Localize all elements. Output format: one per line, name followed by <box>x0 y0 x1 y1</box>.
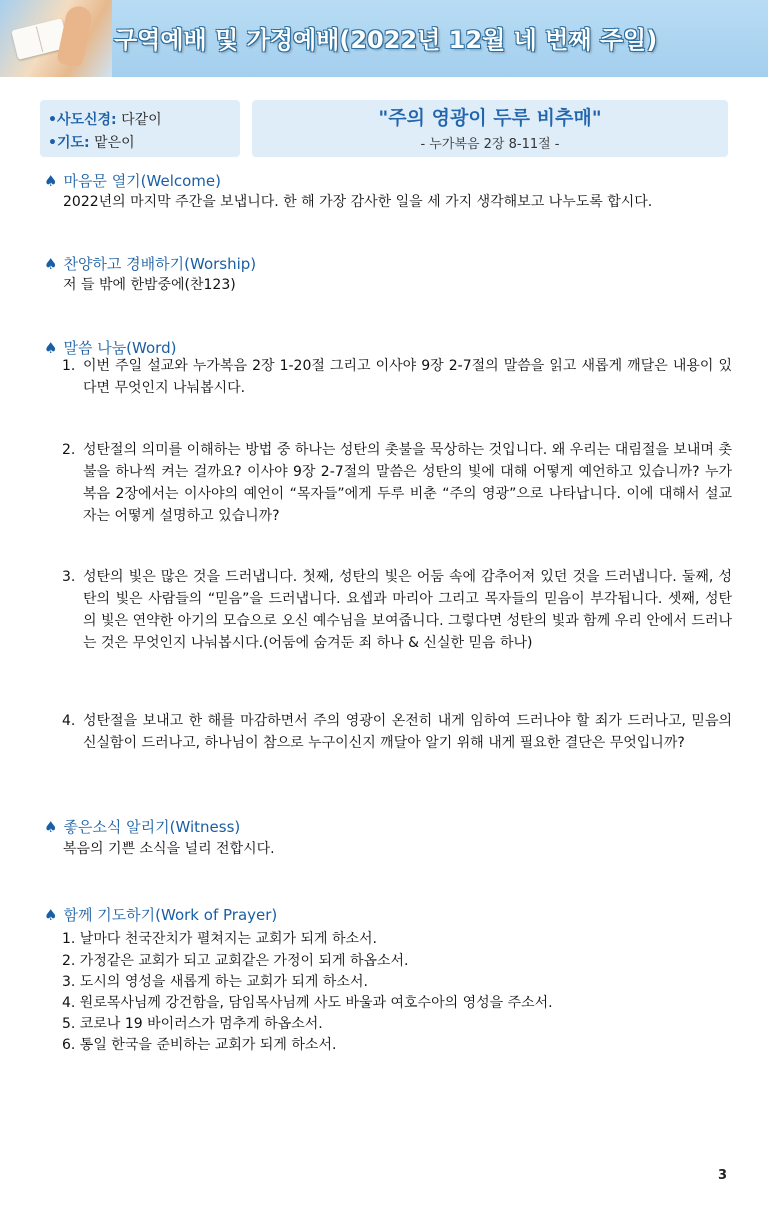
creed-value: 다같이 <box>121 112 162 128</box>
prayer-line <box>48 132 135 152</box>
prayer-value: 맡은이 <box>94 135 135 151</box>
list-item: 3. 도시의 영성을 새롭게 하는 교회가 되게 하소서. <box>62 974 368 990</box>
hand-icon <box>56 4 94 68</box>
page-title: 구역예배 및 가정예배(2022년 12월 네 번째 주일) <box>114 26 658 54</box>
witness-text: 복음의 기쁜 소식을 널리 전합시다. <box>63 841 275 857</box>
list-item: 3. 성탄의 빛은 많은 것을 드러냅니다. 첫째, 성탄의 빛은 어둠 속에 감추어져 있던 것을 드러냅니다. 둘째, 성탄의 빛은 사람들의 “믿음”을 드러냅니다. 요셉과 마리아 그리고 목자들의 믿음이 부각됩니다. 셋째, 성탄의 빛은 연약한 아기의 모습으로 오신 예수님을 보여줍니다. 그렇다면 성탄의 빛과 함께 우리 안에서 드러나는 것은 무엇인지 나눠봅시다.(어둠에 숨겨둔 죄 하나 & 신실한 믿음 하나) <box>62 569 732 651</box>
list-item: 2. 가정같은 교회가 되고 교회같은 가정이 되게 하옵소서. <box>62 953 409 969</box>
section-heading-welcome: ♠ 마음문 열기(Welcome) <box>44 172 221 190</box>
spade-icon: ♠ <box>44 818 58 836</box>
header-banner <box>0 0 768 77</box>
sermon-box <box>252 100 728 157</box>
section-heading-witness: ♠ 좋은소식 알리기(Witness) <box>44 818 241 836</box>
info-box <box>40 100 240 157</box>
worship-text: 저 들 밖에 한밤중에(찬123) <box>63 277 236 293</box>
prayer-label: •기도: <box>48 135 90 151</box>
sermon-reference: - 누가복음 2장 8-11절 - <box>420 137 560 152</box>
welcome-text: 2022년의 마지막 주간을 보냅니다. 한 해 가장 감사한 일을 세 가지 생각해보고 나누도록 합시다. <box>63 194 653 210</box>
list-item: 4. 원로목사님께 강건함을, 담임목사님께 사도 바울과 여호수아의 영성을 주소서. <box>62 995 553 1011</box>
list-item: 4. 성탄절을 보내고 한 해를 마감하면서 주의 영광이 온전히 내게 임하여 드러나야 할 죄가 드러나고, 믿음의 신실함이 드러나고, 하나님이 참으로 누구이신지 깨달아 알기 위해 내게 필요한 결단은 무엇입니까? <box>62 713 732 751</box>
spade-icon: ♠ <box>44 339 58 357</box>
list-item: 1. 날마다 천국잔치가 펼쳐지는 교회가 되게 하소서. <box>62 931 377 947</box>
section-heading-worship: ♠ 찬양하고 경배하기(Worship) <box>44 255 257 273</box>
list-item: 5. 코로나 19 바이러스가 멈추게 하옵소서. <box>62 1016 323 1032</box>
section-heading-word: ♠ 말씀 나눔(Word) <box>44 339 177 357</box>
list-item: 1. 이번 주일 설교와 누가복음 2장 1-20절 그리고 이사야 9장 2-7절의 말씀을 읽고 새롭게 깨달은 내용이 있다면 무엇인지 나눠봅시다. <box>62 358 732 396</box>
page-number: 3 <box>718 1168 728 1183</box>
spade-icon: ♠ <box>44 172 58 190</box>
creed-label: •사도신경: <box>48 112 117 128</box>
list-item: 2. 성탄절의 의미를 이해하는 방법 중 하나는 성탄의 촛불을 묵상하는 것입니다. 왜 우리는 대림절을 보내며 촛불을 하나씩 켜는 걸까요? 이사야 9장 2-7절의 말씀은 성탄의 빛에 대해 어떻게 예언하고 있습니까? 누가복음 2장에서는 이사야의 예언이 “목자들”에게 두루 비춘 “주의 영광”으로 나타납니다. 이에 대해서 설교자는 어떻게 설명하고 있습니까? <box>62 442 732 524</box>
list-item: 6. 통일 한국을 준비하는 교회가 되게 하소서. <box>62 1037 337 1053</box>
sermon-title: "주의 영광이 두루 비추매" <box>378 107 602 129</box>
section-heading-prayer: ♠ 함께 기도하기(Work of Prayer) <box>44 906 278 924</box>
praying-hands-bible-image <box>0 0 112 77</box>
creed-line <box>48 109 162 129</box>
spade-icon: ♠ <box>44 255 58 273</box>
spade-icon: ♠ <box>44 906 58 924</box>
